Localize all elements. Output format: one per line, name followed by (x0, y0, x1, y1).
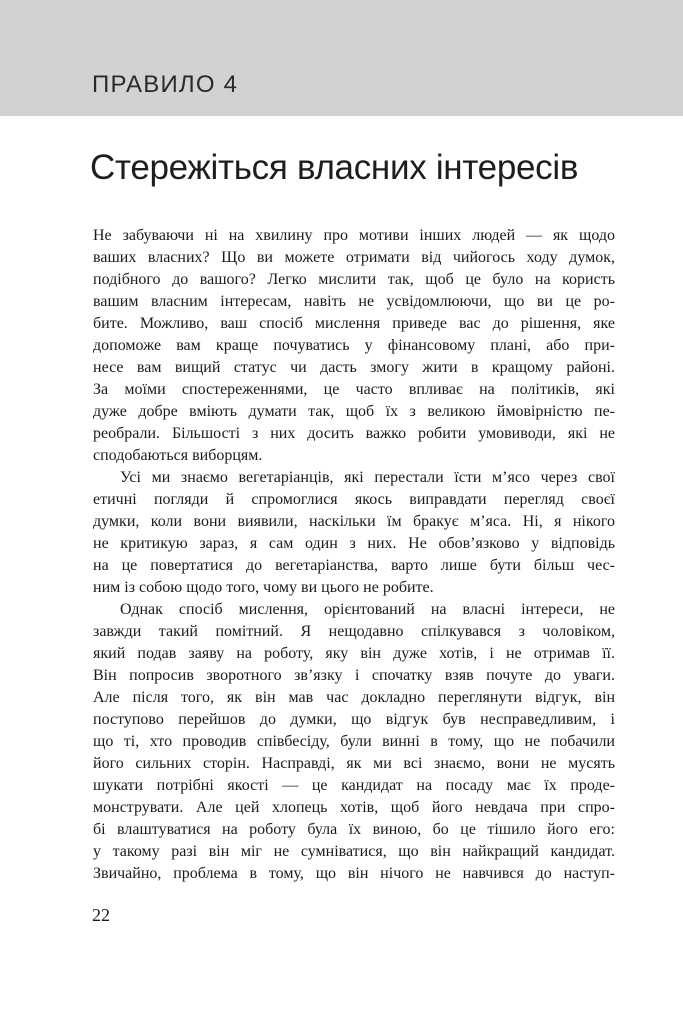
chapter-kicker: ПРАВИЛО 4 (92, 71, 239, 98)
text-line: сподобаються виборцям. (93, 447, 263, 464)
chapter-title: Стережіться власних інтересів (90, 148, 579, 187)
text-line: думки, коли вони виявили, наскільки їм бракує м’яса. Ні, я нікого (93, 513, 615, 530)
text-line: бите. Можливо, ваш спосіб мислення приведе вас до рішення, яке (93, 315, 615, 332)
text-line: шукати потрібні якості — це кандидат на посаду має їх проде- (93, 777, 615, 794)
text-line: завжди такий помітний. Я нещодавно спілкувався з чоловіком, (93, 623, 615, 640)
text-line: який подав заяву на роботу, яку він дуже хотів, і не отримав її. (93, 645, 615, 662)
text-line: За моїми спостереженнями, це часто впливає на політиків, які (93, 381, 615, 398)
body-text (93, 225, 615, 885)
text-line: у такому разі він міг не сумніватися, що він найкращий кандидат. (93, 843, 615, 860)
text-line: Але після того, як він мав час докладно переглянути відгук, він (93, 689, 615, 706)
text-line: бі влаштуватися на роботу була їх виною, бо це тішило його его: (93, 821, 615, 838)
text-line: поступово перейшов до думки, що відгук був несправедливим, і (93, 711, 615, 728)
text-line: не критикую зараз, я сам один з них. Не обов’язково у відповідь (93, 535, 615, 552)
text-line: монструвати. Але цей хлопець хотів, щоб його невдача при спро- (93, 799, 615, 816)
text-line: етичні погляди й спромоглися якось виправдати перегляд своєї (93, 491, 615, 508)
text-line: реобрали. Більшості з них досить важко робити умовиводи, які не (93, 425, 615, 442)
text-line: Звичайно, проблема в тому, що він нічого не навчився до наступ- (93, 865, 615, 882)
text-line: допоможе вам краще почуватись у фінансовому плані, або при- (93, 337, 615, 354)
text-line: на це повертатися до вегетаріанства, варто лише бути більш чес- (93, 557, 615, 574)
text-line: Однак спосіб мислення, орієнтований на власні інтереси, не (120, 601, 615, 618)
text-line: Не забуваючи ні на хвилину про мотиви інших людей — як щодо (93, 227, 615, 244)
text-line: ним із собою щодо того, чому ви цього не робите. (93, 579, 434, 596)
page-number: 22 (92, 905, 110, 925)
text-line: Усі ми знаємо вегетаріанців, які перестали їсти м’ясо через свої (120, 469, 615, 486)
text-line: ваших власних? Що ви можете отримати від чийогось ходу думок, (93, 249, 615, 266)
text-line: що ті, хто проводив співбесіду, були винні в тому, що не побачили (93, 733, 615, 750)
text-line: дуже добре вміють думати так, щоб їх з великою ймовірністю пе- (93, 403, 615, 420)
text-line: подібного до вашого? Легко мислити так, щоб це було на користь (93, 271, 615, 288)
chapter-header-band (0, 0, 683, 116)
text-line: вашим власним інтересам, навіть не усвідомлюючи, що ви це ро- (93, 293, 615, 310)
text-line: несе вам вищий статус чи дасть змогу жити в кращому районі. (93, 359, 615, 376)
text-line: Він попросив зворотного зв’язку і спочатку взяв почуте до уваги. (93, 667, 615, 684)
text-line: його сильних сторін. Насправді, як ми всі знаємо, вони не мусять (93, 755, 615, 772)
